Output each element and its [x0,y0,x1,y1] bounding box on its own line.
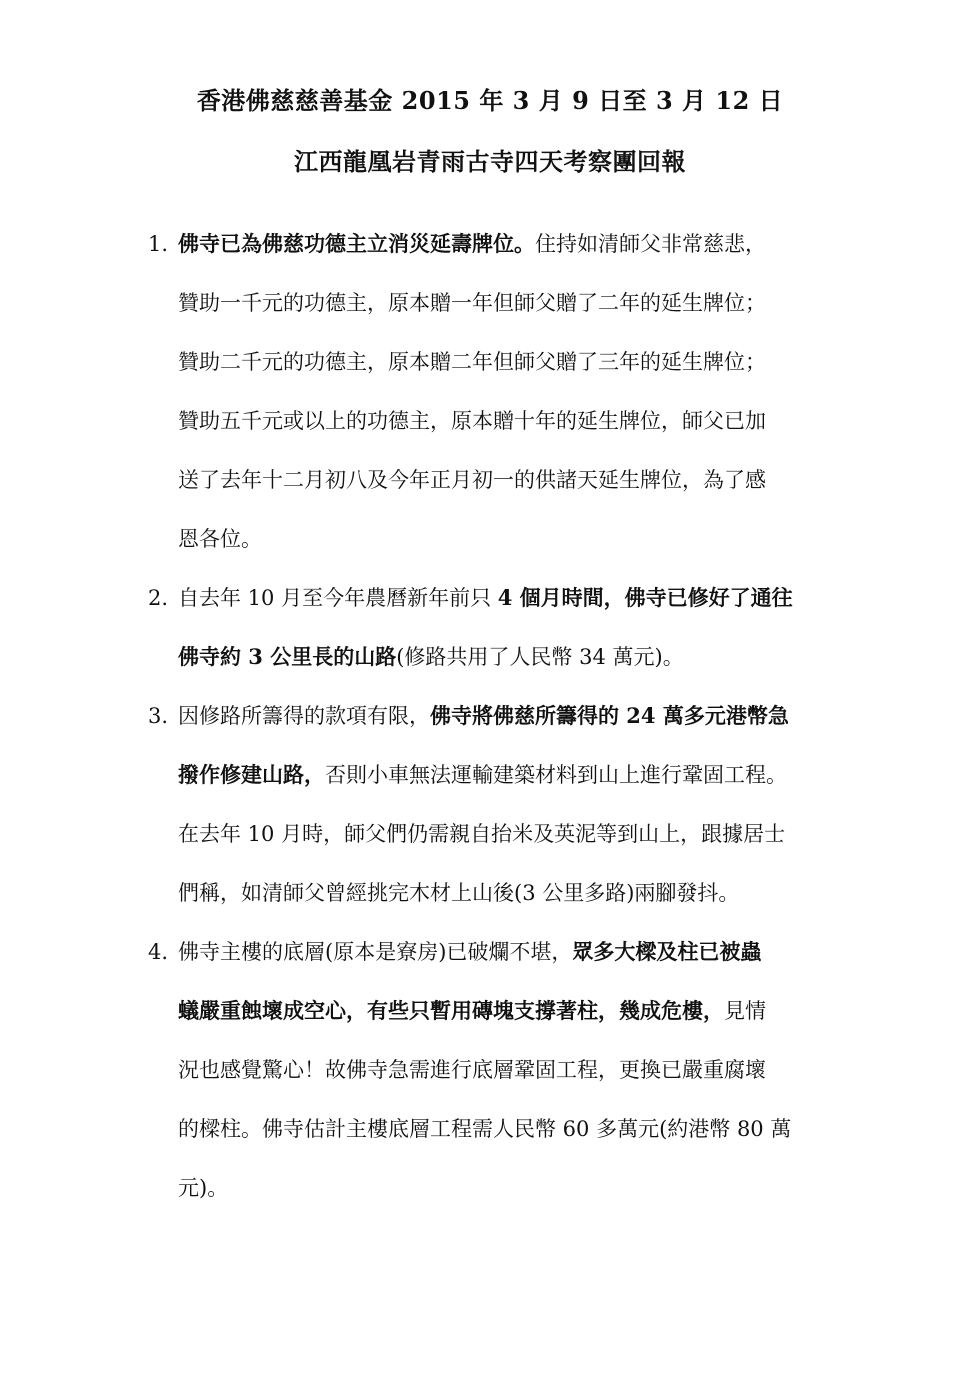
paragraph-line [178,997,766,1025]
paragraph-line: 元)。 [178,1176,229,1200]
paragraph-line: 贊助五千元或以上的功德主，原本贈十年的延生牌位，師父已加 [178,409,766,433]
bold-text: 佛寺將佛慈所籌得的 24 萬多元港幣急 [430,703,789,728]
paragraph-line [178,643,684,671]
document-title: 香港佛慈慈善基金 2015 年 3 月 9 日至 3 月 12 日 [196,86,784,115]
paragraph-line: 贊助二千元的功德主，原本贈二年但師父贈了三年的延生牌位； [178,350,766,374]
bold-text: 蟻嚴重蝕壞成空心，有些只暫用磚塊支撐著柱，幾成危樓， [178,998,724,1023]
text: (修路共用了人民幣 34 萬元)。 [396,645,684,669]
text: 住持如清師父非常慈悲， [535,232,766,256]
bold-text: 佛寺約 3 公里長的山路 [178,644,397,669]
document-subtitle: 江西龍凰岩青雨古寺四天考察團回報 [294,147,686,176]
item-number: 3. [148,704,169,728]
text: 否則小車無法運輸建築材料到山上進行鞏固工程。 [325,763,787,787]
text: 佛寺主樓的底層(原本是寮房)已破爛不堪， [178,940,573,964]
paragraph-line: 的樑柱。佛寺估計主樓底層工程需人民幣 60 多萬元(約港幣 80 萬 [178,1117,792,1141]
item-number: 2. [148,586,169,610]
paragraph-line: 恩各位。 [178,527,262,551]
bold-text: 撥作修建山路， [178,762,325,787]
paragraph-line: 送了去年十二月初八及今年正月初一的供諸天延生牌位，為了感 [178,468,766,492]
text: 自去年 10 月至今年農曆新年前只 [178,586,498,610]
paragraph-line: 況也感覺驚心！故佛寺急需進行底層鞏固工程，更換已嚴重腐壞 [178,1058,766,1082]
bold-text: 4 個月時間，佛寺已修好了通往 [497,585,793,610]
text: 因修路所籌得的款項有限， [178,704,430,728]
paragraph-line: 們稱，如清師父曾經挑完木材上山後(3 公里多路)兩腳發抖。 [178,881,740,905]
paragraph-line [178,584,793,612]
paragraph-line [178,230,766,258]
paragraph-line: 在去年 10 月時，師父們仍需親自抬米及英泥等到山上，跟據居士 [178,822,786,846]
paragraph-line [178,702,789,730]
paragraph-line [178,761,787,789]
paragraph-line: 贊助一千元的功德主，原本贈一年但師父贈了二年的延生牌位； [178,291,766,315]
text: 見情 [724,999,766,1023]
bold-text: 眾多大樑及柱已被蟲 [572,939,762,964]
bold-text: 佛寺已為佛慈功德主立消災延壽牌位。 [178,231,535,256]
paragraph-line [178,938,761,966]
item-number: 4. [148,940,169,964]
item-number: 1. [148,232,169,256]
